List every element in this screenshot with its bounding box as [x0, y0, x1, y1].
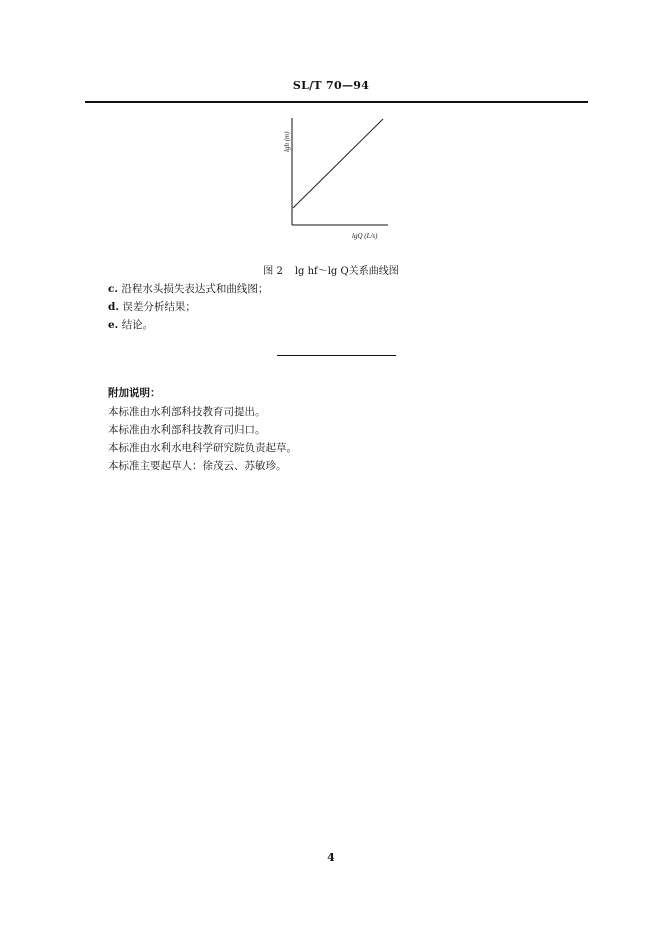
relation-line — [293, 119, 383, 208]
report-items-list — [108, 280, 268, 334]
item-text: 沿程水头损失表达式和曲线图； — [121, 283, 269, 295]
end-of-text-rule — [277, 355, 396, 356]
y-axis-label: lgh (m) — [283, 131, 291, 152]
page-number: 4 — [327, 851, 335, 864]
relation-curve-figure — [270, 112, 400, 247]
item-mark: e. — [108, 319, 119, 331]
header-divider — [85, 101, 588, 103]
item-mark: d. — [108, 301, 119, 313]
item-mark: c. — [108, 283, 119, 295]
x-axis-label: lgQ (L/s) — [352, 232, 378, 240]
relation-curve-plot — [270, 112, 400, 247]
item-text: 结论。 — [121, 319, 154, 331]
figure-caption — [0, 262, 662, 277]
note-line: 本标准由水利水电科学研究院负责起草。 — [108, 442, 297, 454]
list-item — [108, 316, 268, 334]
note-line: 本标准由水利部科技教育司归口。 — [108, 424, 266, 436]
item-text: 误差分析结果； — [122, 301, 196, 313]
standard-code-header: SL/T 70—94 — [292, 79, 370, 92]
notes-title: 附加说明： — [108, 387, 161, 399]
figure-number: 图 2 — [263, 266, 283, 277]
note-line: 本标准由水利部科技教育司提出。 — [108, 406, 266, 418]
additional-notes — [108, 384, 297, 475]
list-item — [108, 280, 268, 298]
figure-relation: lg hf～lg Q — [294, 266, 349, 277]
figure-caption-suffix: 关系曲线图 — [348, 266, 399, 277]
note-line: 本标准主要起草人：徐茂云、苏敏珍。 — [108, 460, 287, 472]
list-item — [108, 298, 268, 316]
